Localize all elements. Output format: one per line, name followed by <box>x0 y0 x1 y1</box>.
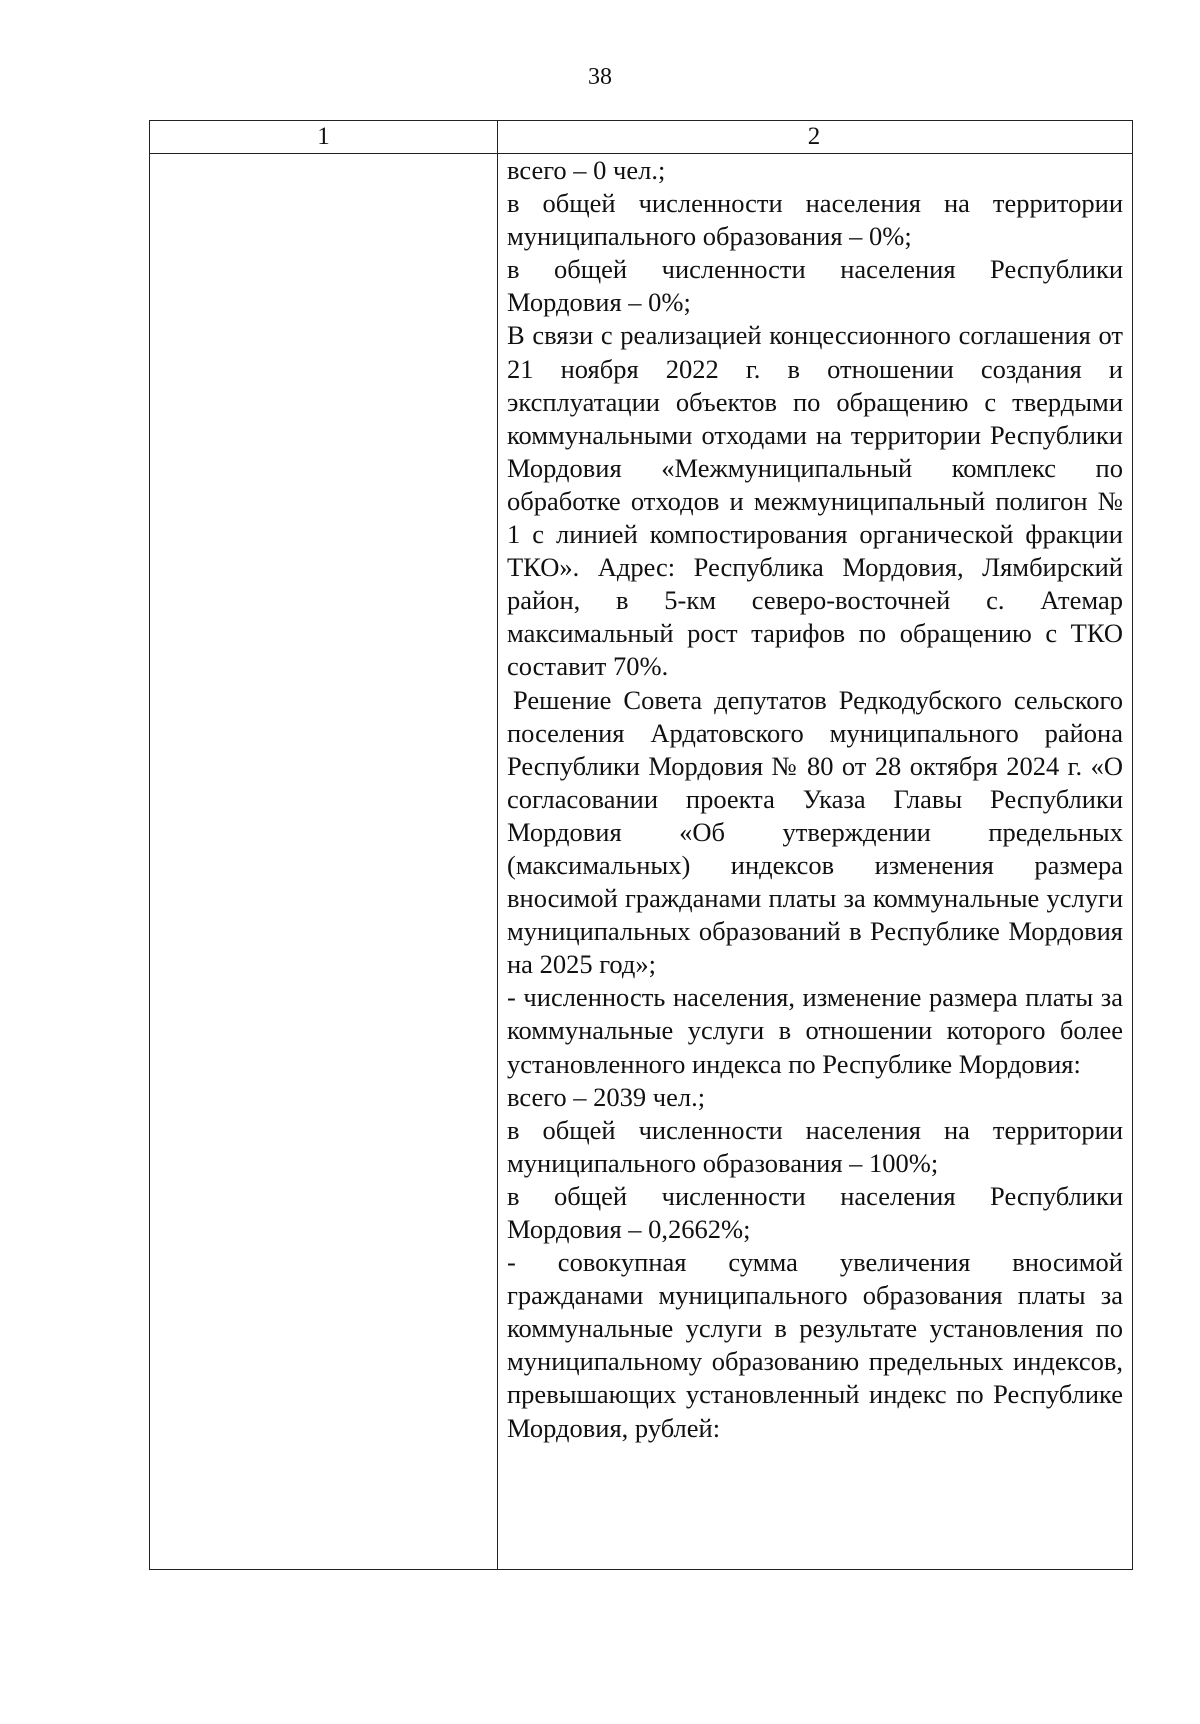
page-number: 38 <box>588 64 612 90</box>
paragraph-concession-agreement: В связи с реализацией концессионного соглашения от 21 ноября 2022 г. в отношении создания и эксплуатации объектов по обращению с твердыми коммунальными отходами на территории Республики Мордовия «Межмуниципальный комплекс по обработке отходов и межмуниципальный полигон № 1 с линией компостирования органической фракции ТКО». Адрес: Республика Мордовия, Лямбирский район, в 5-км северо-восточней с. Атемар максимальный рост тарифов по обращению с ТКО составит 70%. <box>507 320 1123 682</box>
paragraph-total-increase-sum: - совокупная сумма увеличения вносимой гражданами муниципального образования платы за коммунальные услуги в результате установления по муниципальному образованию предельных индексов, превышающих установленный индекс по Республике Мордовия, рублей: <box>507 1247 1123 1443</box>
paragraph-total-2039: всего – 2039 чел.; <box>507 1081 706 1112</box>
paragraph-municipal-share-100: в общей численности населения на территории муниципального образования – 100%; <box>507 1114 1123 1178</box>
paragraph-population-above-index: - численность населения, изменение размера платы за коммунальные услуги в отношении которого более установленного индекса по Республике Мордовия: <box>507 982 1123 1079</box>
paragraph-total-zero: всего – 0 чел.; <box>507 155 666 185</box>
column-2-header: 2 <box>807 123 821 150</box>
paragraph-republic-share-zero: в общей численности населения Республики Мордовия – 0%; <box>507 254 1123 318</box>
paragraph-republic-share-0-2662: в общей численности населения Республики Мордовия – 0,2662%; <box>507 1180 1123 1244</box>
column-2-content <box>507 154 1123 1445</box>
paragraph-municipal-share-zero: в общей численности населения на территории муниципального образования – 0%; <box>507 188 1123 252</box>
column-divider <box>497 121 498 1569</box>
paragraph-council-decision: Решение Совета депутатов Редкодубского сельского поселения Ардатовского муниципального района Республики Мордовия № 80 от 28 октября 2024 г. «О согласовании проекта Указа Главы Республики Мордовия «Об утверждении предельных (максимальных) индексов изменения размера вносимой гражданами платы за коммунальные услуги муниципальных образований в Республике Мордовия на 2025 год»; <box>507 684 1123 980</box>
document-table <box>149 120 1133 1570</box>
column-1-header: 1 <box>317 123 330 150</box>
table-header-row <box>150 121 1132 154</box>
